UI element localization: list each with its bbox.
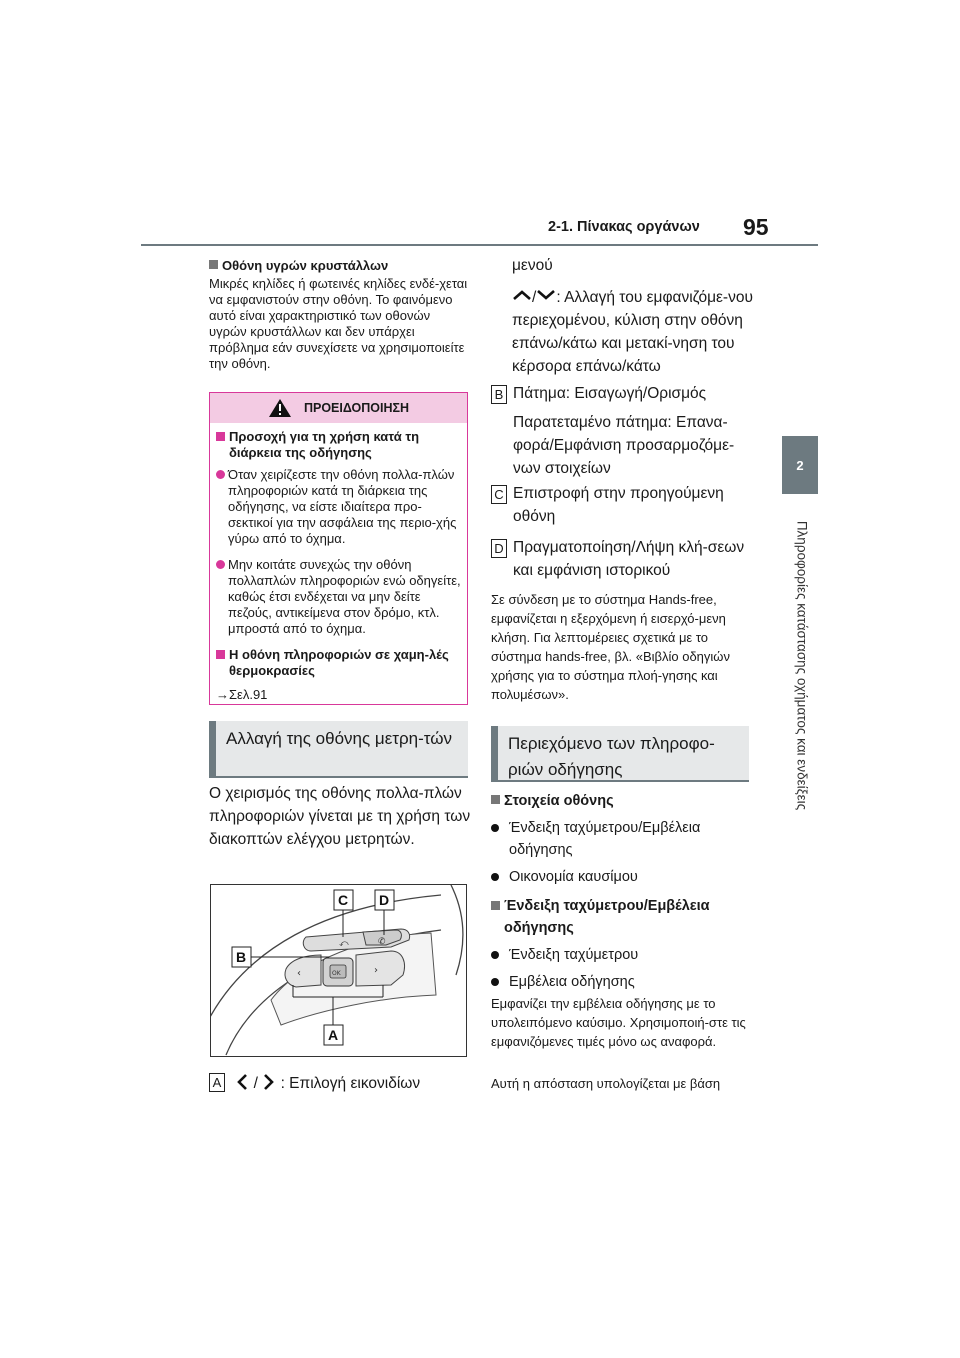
chevron-right-icon <box>262 1073 276 1091</box>
item-a-separator: / <box>253 1075 258 1092</box>
range-calculation-text: Αυτή η απόσταση υπολογίζεται με βάση <box>491 1076 721 1091</box>
chevron-down-icon <box>536 289 556 301</box>
section-header: 2-1. Πίνακας οργάνων <box>548 219 700 235</box>
meter-switch-text: Ο χειρισμός της οθόνης πολλα-πλών πληροφοριών γίνεται με τη χρήση των διακοπτών ελέγχου μετρητών. <box>209 785 471 848</box>
steering-switch-figure <box>210 884 467 1057</box>
section-title-driving-info: Περιεχόμενο των πληροφο-ριών οδήγησης <box>491 726 749 780</box>
page-reference-link[interactable]: →Σελ.91 <box>216 687 268 702</box>
driving-info-list <box>491 790 753 993</box>
figure-label-d: D <box>379 892 390 908</box>
steering-switch-illustration <box>211 885 466 1056</box>
black-dot-icon <box>491 978 499 986</box>
heading-speedometer-range <box>491 895 753 939</box>
item-c-text: Επιστροφή στην προηγούμενη οθόνη <box>513 485 724 525</box>
item-d-text: Πραγματοποίηση/Λήψη κλή-σεων και εμφάνιση ιστορικού <box>513 539 745 579</box>
range-description: Εμφανίζει την εμβέλεια οδήγησης με το υπολειπόμενο καύσιμο. Χρησιμοποιή-στε τις εμφανιζόμενες τιμές μόνο ως αναφορά. <box>491 996 746 1049</box>
chevron-left-icon <box>235 1073 249 1091</box>
page-number: 95 <box>743 214 769 240</box>
updown-text: : Αλλαγή του εμφανιζόμε-νου περιεχομένου, κύλιση στην οθόνη επάνω/κάτω και μετακί-νηση του κέρσορα επάνω/κάτω <box>512 289 753 375</box>
item-a-text: : Επιλογή εικονιδίων <box>280 1075 421 1092</box>
warning-header <box>210 393 467 423</box>
svg-text:‹: ‹ <box>297 968 301 979</box>
item-b <box>491 382 753 480</box>
key-label-d: D <box>491 539 507 558</box>
section-rule <box>491 780 749 782</box>
svg-text:⤺: ⤺ <box>339 939 349 949</box>
figure-label-c: C <box>338 892 349 908</box>
chevron-up-icon <box>512 289 532 301</box>
key-label-a: A <box>209 1073 225 1092</box>
ok-label: OK <box>332 970 341 977</box>
lcd-heading <box>209 258 471 274</box>
header-rule <box>141 244 818 246</box>
item-b-text-1: Πάτημα: Εισαγωγή/Ορισμός <box>513 385 707 402</box>
warning-heading-temp <box>216 647 461 679</box>
square-bullet-icon <box>209 260 218 269</box>
warning-triangle-icon <box>268 398 292 418</box>
updown-item <box>491 286 753 378</box>
menu-continuation: μενού <box>512 257 553 274</box>
bullet-speedometer-text: Ένδειξη ταχύμετρου <box>509 947 639 963</box>
square-bullet-icon <box>216 650 225 659</box>
warning-bullet-2 <box>216 557 461 637</box>
item-c <box>491 482 753 528</box>
heading-display-items-text: Στοιχεία οθόνης <box>504 793 614 809</box>
figure-label-a: A <box>328 1027 339 1043</box>
warning-bullet-1 <box>216 467 461 547</box>
warning-bullet-1-text: Όταν χειρίζεστε την οθόνη πολλα-πλών πληροφοριών κατά τη διάρκεια της οδήγησης, να είστε ιδιαίτερα προ-σεκτικοί για την ασφάλεια της περιο-χής γύρω από το όχημα. <box>228 467 457 546</box>
item-b-text-2: Παρατεταμένο πάτημα: Επανα-φορά/Εμφάνιση προσαρμοζόμε-νων στοιχείων <box>513 414 735 477</box>
bullet-driving-range <box>491 971 753 993</box>
square-bullet-icon <box>491 795 500 804</box>
handsfree-note: Σε σύνδεση με το σύστημα Hands-free, εμφανίζεται η εξερχόμενη ή εισερχό-μενη κλήση. Για λεπτομέρειες σχετικά με το σύστημα hands-free, βλ. «Βιβλίο οδηγιών χρήσης για το σύστημα πλοή-γησης και πολυμέσων». <box>491 592 730 702</box>
warning-heading-temp-text: Η οθόνη πληροφοριών σε χαμη-λές θερμοκρασίες <box>229 647 449 678</box>
bullet-speedometer-range-text: Ένδειξη ταχύμετρου/Εμβέλεια οδήγησης <box>509 820 701 858</box>
pink-dot-icon <box>216 470 225 479</box>
square-bullet-icon <box>216 432 225 441</box>
bullet-speedometer-range <box>491 817 753 861</box>
black-dot-icon <box>491 873 499 881</box>
lcd-block <box>209 258 471 372</box>
warning-title: ΠΡΟΕΙΔΟΠΟΙΗΣΗ <box>303 401 410 415</box>
square-bullet-icon <box>491 901 500 910</box>
svg-text:›: › <box>374 965 378 976</box>
key-label-c: C <box>491 485 507 504</box>
item-d <box>491 536 753 582</box>
lcd-heading-text: Οθόνη υγρών κρυστάλλων <box>222 258 389 273</box>
black-dot-icon <box>491 951 499 959</box>
updown-separator: / <box>532 289 537 306</box>
chapter-tab: 2 <box>782 436 818 494</box>
chapter-side-title-text: Πληροφορίες κατάστασης οχήματος και ενδείξεις <box>794 520 810 811</box>
bullet-speedometer <box>491 944 753 966</box>
section-rule <box>209 776 468 778</box>
black-dot-icon <box>491 824 499 832</box>
bullet-driving-range-text: Εμβέλεια οδήγησης <box>509 974 635 990</box>
section-title-meter-display: Αλλαγή της οθόνης μετρη-τών <box>209 721 468 776</box>
pink-dot-icon <box>216 560 225 569</box>
heading-display-items <box>491 790 753 812</box>
heading-speedometer-range-text: Ένδειξη ταχύμετρου/Εμβέλεια οδήγησης <box>504 898 710 936</box>
chapter-side-title <box>795 508 809 838</box>
bullet-fuel-economy <box>491 866 753 888</box>
bullet-fuel-economy-text: Οικονομία καυσίμου <box>509 869 638 885</box>
key-label-b: B <box>491 385 507 404</box>
warning-box <box>209 392 468 705</box>
svg-text:✆: ✆ <box>378 937 386 947</box>
lcd-text: Μικρές κηλίδες ή φωτεινές κηλίδες ενδέ-χεται να εμφανιστούν στην οθόνη. Το φαινόμενο αυτό είναι χαρακτηριστικό των οθονών υγρών κρυστάλλων και δεν υπάρχει πρόβλημα εάν συνεχίσετε να χρησιμοποιείτε την οθόνη. <box>209 276 468 371</box>
warning-heading-driving <box>216 429 461 461</box>
figure-label-b: B <box>236 949 247 965</box>
item-a-row <box>209 1072 471 1095</box>
warning-heading-driving-text: Προσοχή για τη χρήση κατά τη διάρκεια της οδήγησης <box>229 429 420 460</box>
warning-bullet-2-text: Μην κοιτάτε συνεχώς την οθόνη πολλαπλών πληροφοριών ενώ οδηγείτε, καθώς έτσι ενδέχεται να μην δείτε πεζούς, αντικείμενα στον δρόμο, κτλ. μπροστά από το όχημα. <box>228 557 461 636</box>
